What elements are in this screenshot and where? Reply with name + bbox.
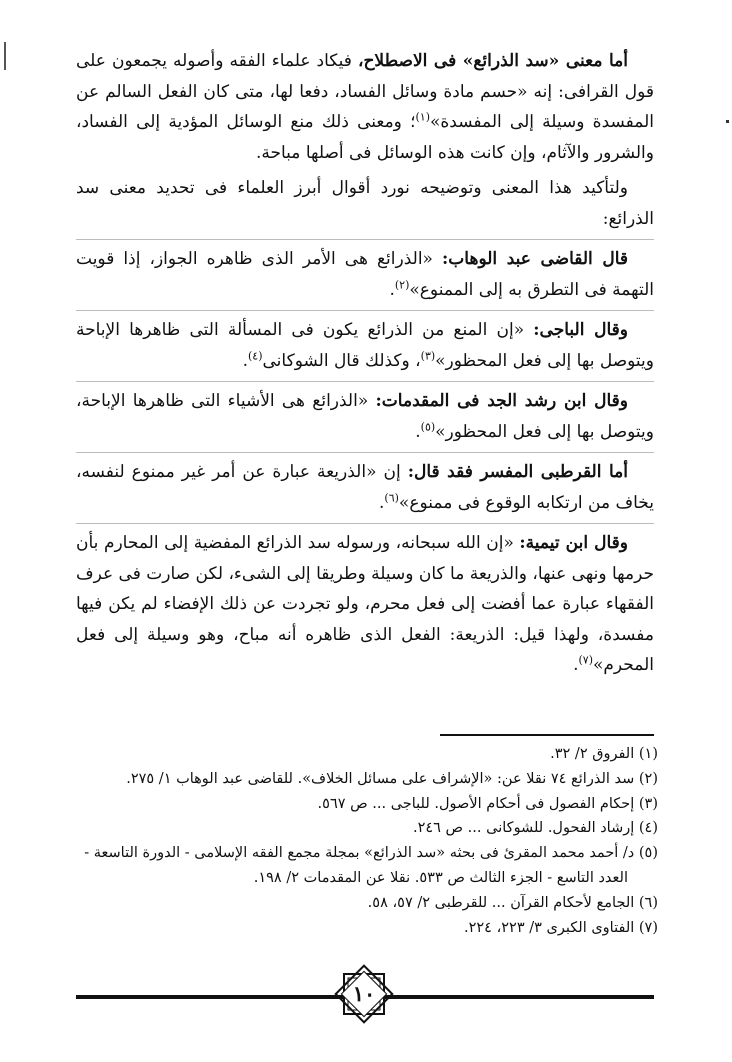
- paragraph-definition: [76, 46, 654, 168]
- paragraph-body: إن «الذريعة عبارة عن أمر غير ممنوع لنفسه، يخاف من ارتكابه الوقوع فى ممنوع»: [76, 462, 654, 513]
- paragraph-qurtubi: [76, 452, 654, 518]
- footnote-ref: (٤): [248, 348, 263, 362]
- footnote: (٦) الجامع لأحكام القرآن ... للقرطبى ٢/ ٥٧، ٥٨.: [367, 894, 658, 911]
- paragraph-ibn-taymiyya: [76, 523, 654, 681]
- page-number-badge: [332, 962, 396, 1026]
- paragraph-qadi-abd-alwahhab: [76, 239, 654, 305]
- footnote-ref: (٢): [394, 277, 410, 291]
- footnote: (٥) د/ أحمد محمد المقرئ فى بحثه «سد الذرائع» بمجلة مجمع الفقه الإسلامى - الدورة التاسعة -: [84, 845, 658, 862]
- paragraph-tail: .: [379, 492, 385, 513]
- paragraph-lead: وقال ابن رشد الجد فى المقدمات:: [375, 391, 628, 411]
- footnote: (٤) إرشاد الفحول. للشوكانى ... ص ٢٤٦.: [412, 820, 658, 837]
- footnote: (١) الفروق ٢/ ٣٢.: [550, 746, 658, 762]
- paragraph-body: فيكاد علماء الفقه وأصوله يجمعون على قول القرافى: إنه «حسم مادة وسائل الفساد، دفعا لها، متى كان الفعل السالم عن المفسدة وسيلة إلى المفسدة»: [76, 51, 654, 132]
- paragraph-tail: ، وكذلك قال الشوكانى: [262, 350, 421, 371]
- page-number: ١٠: [352, 981, 376, 1006]
- paragraph-ibn-rushd: [76, 381, 654, 447]
- paragraph-tail: .: [415, 421, 421, 442]
- paragraph-tail: .: [242, 350, 248, 371]
- paragraph-tail: .: [389, 279, 395, 300]
- footnote: (٧) الفتاوى الكبرى ٣/ ٢٢٣، ٢٢٤.: [463, 919, 658, 936]
- paragraph-tail: .: [573, 655, 579, 675]
- paragraph-body: «الذرائع هى الأشياء التى ظاهرها الإباحة، ويتوصل بها إلى فعل المحظور»: [76, 391, 654, 442]
- paragraph-lead: وقال ابن تيمية:: [519, 533, 628, 553]
- paragraph-baji: [76, 310, 654, 376]
- main-text: [76, 46, 654, 681]
- footnote: (٢) سد الذرائع ٧٤ نقلا عن: «الإشراف على مسائل الخلاف». للقاضى عبد الوهاب ١/ ٢٧٥.: [126, 770, 658, 787]
- footnote-continuation: العدد التاسع - الجزء الثالث ص ٥٣٣. نقلا عن المقدمات ٢/ ١٩٨.: [253, 869, 628, 886]
- paragraph-lead: أما القرطبى المفسر فقد قال:: [407, 462, 628, 482]
- footnote-ref: (٥): [420, 419, 436, 433]
- footnote-separator: [440, 734, 654, 736]
- paragraph-body: ولتأكيد هذا المعنى وتوضيحه نورد أقوال أبرز العلماء فى تحديد معنى سد الذرائع:: [76, 178, 654, 229]
- paragraph-intro: [76, 173, 654, 234]
- paragraph-body: «الذرائع هى الأمر الذى ظاهره الجواز، إذا قويت التهمة فى التطرق به إلى الممنوع»: [76, 249, 654, 300]
- paragraph-lead: وقال الباجى:: [533, 320, 629, 340]
- scan-edge-mark: [4, 42, 6, 70]
- footnotes: [72, 742, 658, 940]
- paragraph-body: «إن المنع من الذرائع يكون فى المسألة التى ظاهرها الإباحة ويتوصل بها إلى فعل المحظور»: [76, 320, 654, 371]
- footnote-ref: (٦): [384, 490, 399, 504]
- footnote: (٣) إحكام الفصول فى أحكام الأصول. للباجى ... ص ٥٦٧.: [317, 795, 658, 812]
- footnote-ref: (١): [415, 110, 430, 124]
- paragraph-tail: ؛ ومعنى ذلك منع الوسائل المؤدية إلى الفساد، والشرور والآثام، وإن كانت هذه الوسائل فى أصلها مباحة.: [76, 112, 654, 163]
- paragraph-body: «إن الله سبحانه، ورسوله سد الذرائع المفضية إلى المحارم بأن حرمها ونهى عنها، والذريعة ما كان وسيلة وطريقا إلى الشىء، لكن صارت فى عرف الفقهاء عبارة عما أفضت إلى فعل محرم، ولو تجردت عن ذلك الإفضاء لم يكن فيها مفسدة، ولهذا قيل: الذريعة: الفعل الذى ظاهره أنه مباح، وهو وسيلة إلى فعل المحرم»: [76, 533, 654, 675]
- footnote-ref: (٧): [578, 653, 593, 667]
- scan-edge-dot: [726, 120, 729, 123]
- paragraph-lead: أما معنى «سد الذرائع» فى الاصطلاح،: [357, 51, 628, 71]
- paragraph-lead: قال القاضى عبد الوهاب:: [442, 249, 628, 269]
- footnote-ref: (٣): [420, 348, 436, 362]
